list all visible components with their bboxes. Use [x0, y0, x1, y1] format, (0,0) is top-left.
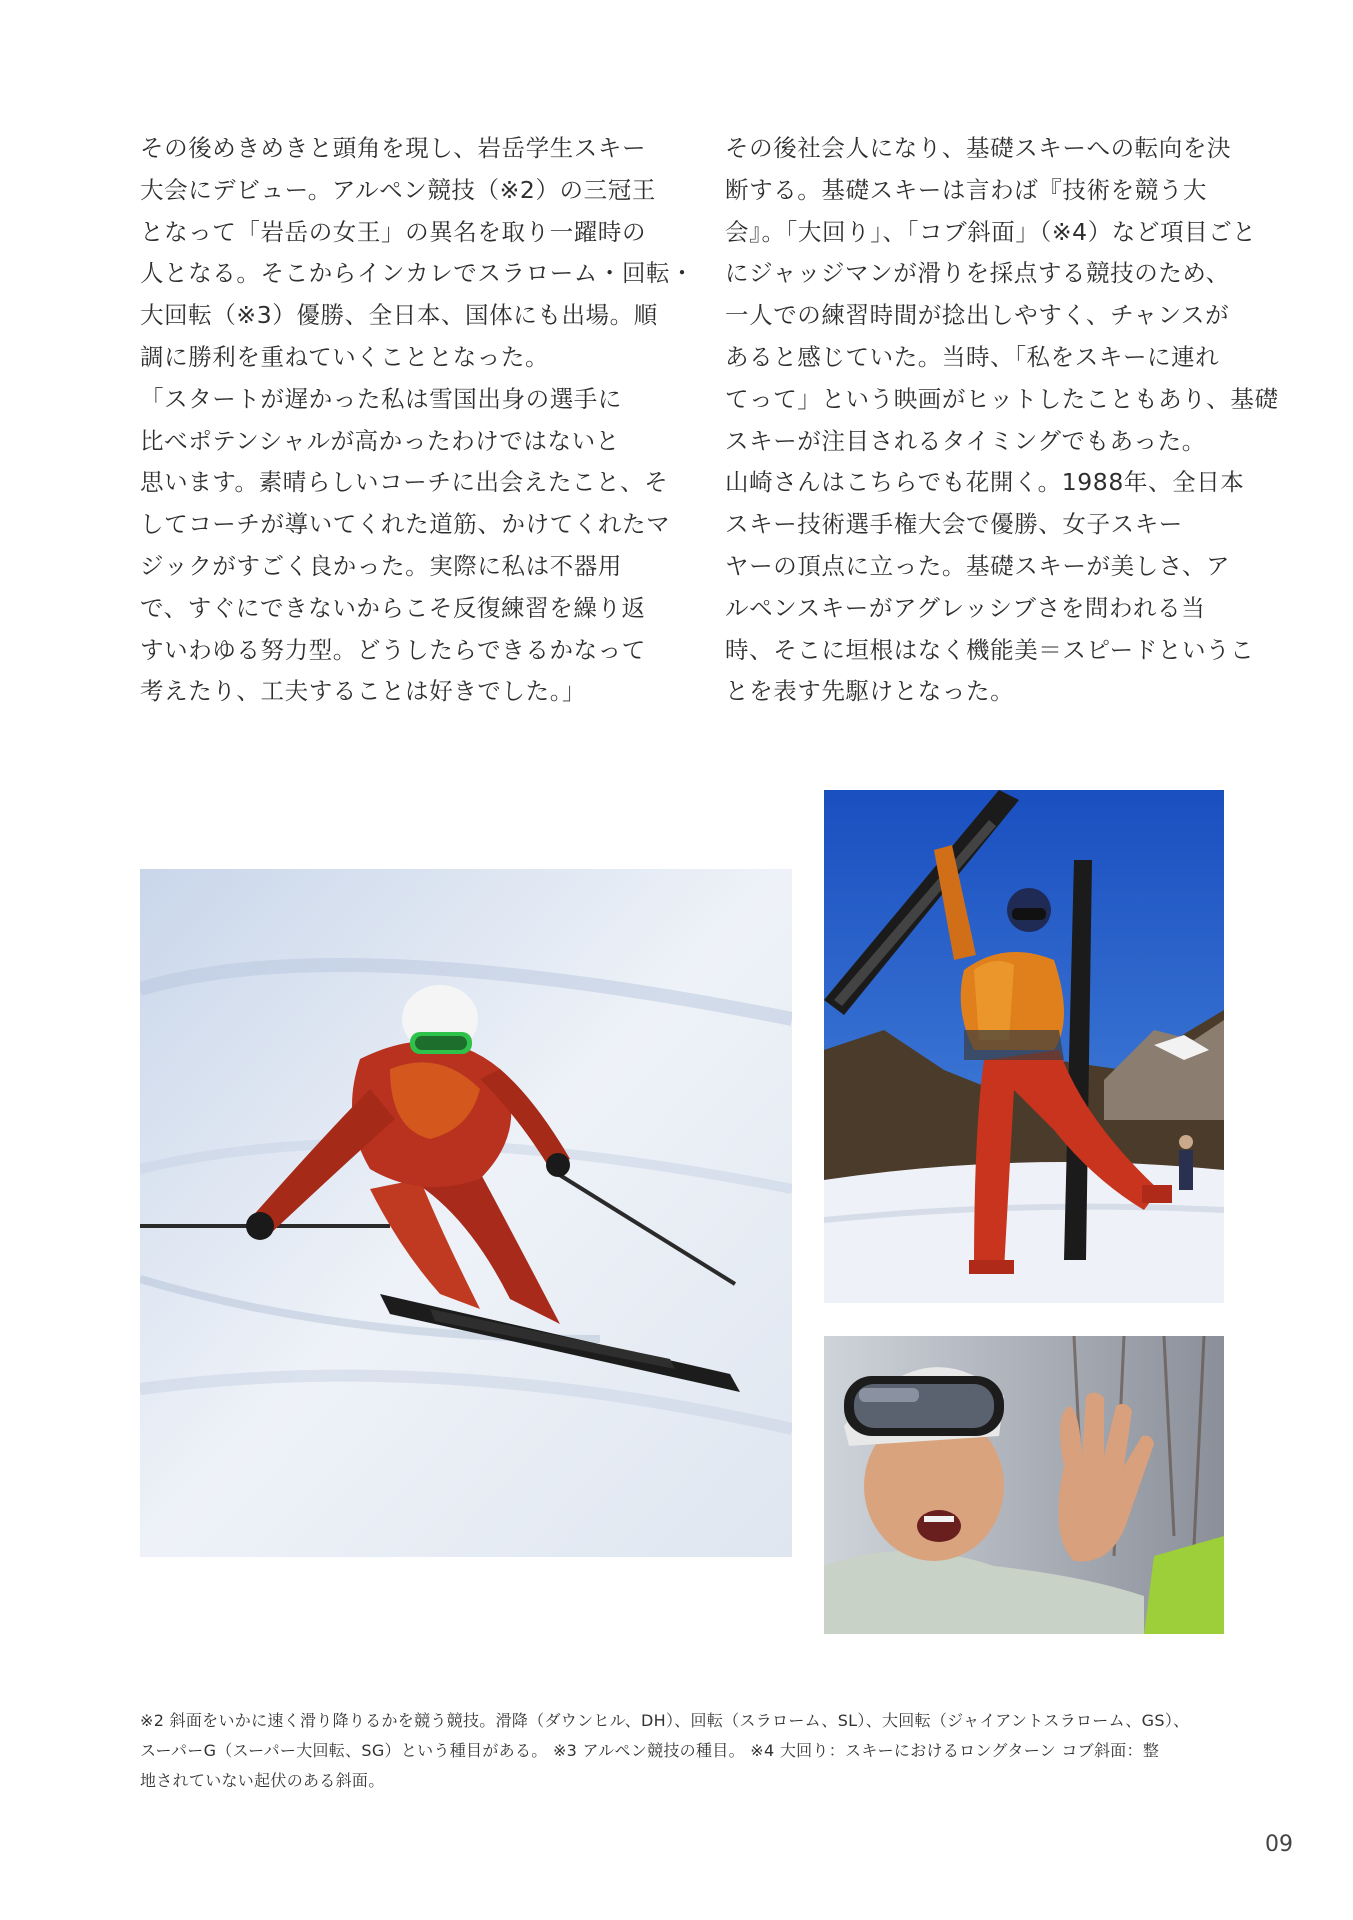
right-line: 山崎さんはこちらでも花開く。1988年、全日本: [725, 468, 1245, 497]
footnote-line: ※2 斜面をいかに速く滑り降りるかを競う競技。滑降（ダウンヒル、DH）、回転（スラローム、SL）、大回転（ジャイアントスラローム、GS）、: [140, 1711, 1190, 1730]
left-line: その後めきめきと頭角を現し、岩岳学生スキー: [140, 134, 647, 162]
right-line: 会』。「大回り」、「コブ斜面」（※4）など項目ごと: [725, 217, 1257, 246]
right-line: 断する。基礎スキーは言わば『技術を競う大: [725, 175, 1207, 204]
footnote-line: 地されていない起伏のある斜面。: [140, 1771, 385, 1790]
right-line: あると感じていた。当時、「私をスキーに連れ: [725, 342, 1220, 371]
right-line: 時、そこに垣根はなく機能美＝スピードというこ: [725, 635, 1255, 664]
left-line: 思います。素晴らしいコーチに出会えたこと、そ: [140, 468, 669, 497]
right-line: とを表す先駆けとなった。: [725, 677, 1015, 706]
left-line: で、すぐにできないからこそ反復練習を繰り返: [140, 593, 646, 622]
footnotes: [140, 1706, 1240, 1796]
right-line: スキー技術選手権大会で優勝、女子スキー: [725, 510, 1183, 539]
holding-skis-photo: [824, 790, 1224, 1303]
left-line: 比べポテンシャルが高かったわけではないと: [140, 426, 620, 455]
left-line: 大会にデビュー。アルペン競技（※2）の三冠王: [140, 175, 656, 204]
left-line: 「スタートが遅かった私は雪国出身の選手に: [140, 384, 622, 413]
left-line: してコーチが導いてくれた道筋、かけてくれたマ: [140, 510, 671, 539]
right-line: ヤーの頂点に立った。基礎スキーが美しさ、ア: [725, 551, 1231, 580]
right-line: ルペンスキーがアグレッシブさを問われる当: [725, 593, 1206, 622]
selfie-wave-photo: [824, 1336, 1224, 1634]
right-line: スキーが注目されるタイミングでもあった。: [725, 426, 1206, 455]
left-line: 考えたり、工夫することは好きでした。」: [140, 677, 587, 706]
page-number: 09: [1265, 1832, 1293, 1857]
left-line: 調に勝利を重ねていくこととなった。: [140, 342, 550, 371]
footnote-line: スーパーG（スーパー大回転、SG）という種目がある。 ※3 アルペン競技の種目。 ※4 大回り：スキーにおけるロングターン コブ斜面：整: [140, 1741, 1160, 1760]
left-column: [140, 128, 695, 713]
left-line: すいわゆる努力型。どうしたらできるかなって: [140, 635, 646, 664]
left-line: 大回転（※3）優勝、全日本、国体にも出場。順: [140, 301, 658, 330]
right-line: その後社会人になり、基礎スキーへの転向を決: [725, 134, 1232, 162]
left-line: ジックがすごく良かった。実際に私は不器用: [140, 551, 622, 580]
left-line: となって「岩岳の女王」の異名を取り一躍時の: [140, 217, 647, 246]
right-line: てって」という映画がヒットしたこともあり、基礎: [725, 384, 1279, 413]
right-line: 一人での練習時間が捻出しやすく、チャンスが: [725, 301, 1230, 330]
right-column: [725, 128, 1279, 713]
right-line: にジャッジマンが滑りを採点する競技のため、: [725, 259, 1230, 288]
left-line: 人となる。そこからインカレでスラローム・回転・: [140, 259, 695, 288]
skier-carving-photo: [140, 869, 792, 1557]
